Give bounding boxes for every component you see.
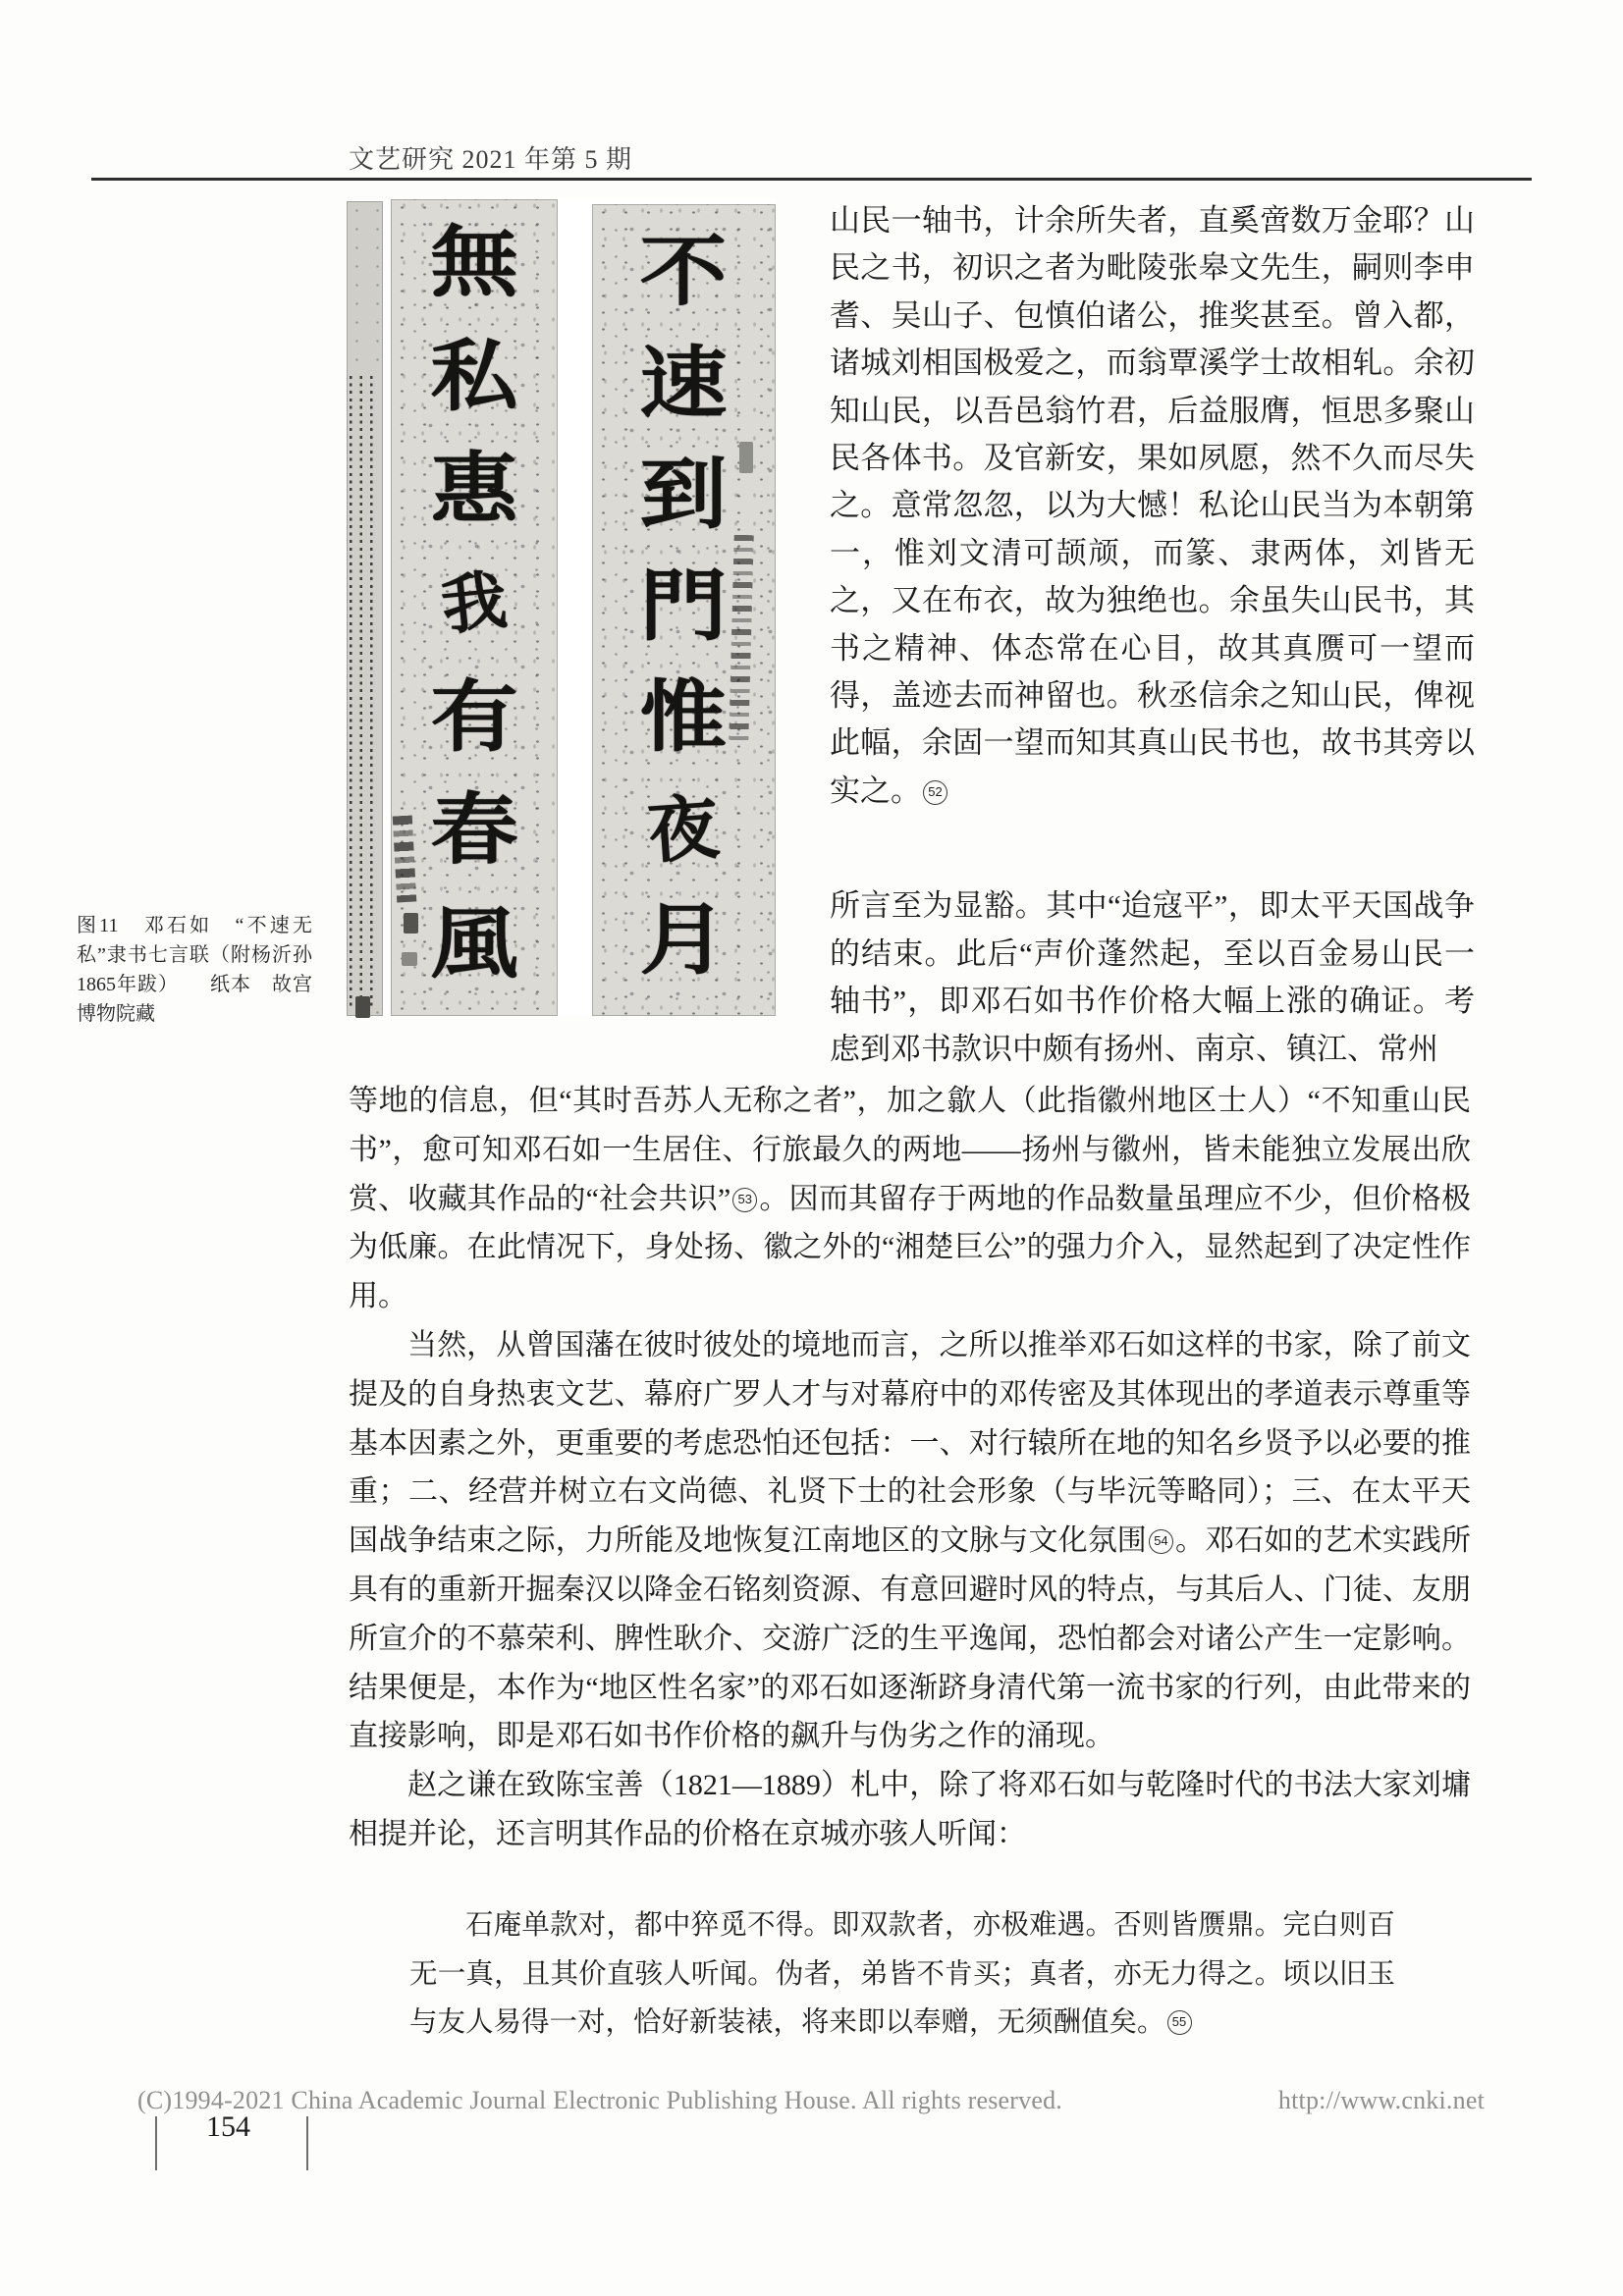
calligraphy-character: 惠 bbox=[430, 448, 518, 534]
main-text-block bbox=[349, 1077, 1471, 1859]
figure-11-calligraphy bbox=[347, 199, 776, 1016]
journal-header-title: 文艺研究 2021 年第 5 期 bbox=[349, 145, 633, 174]
paragraph-analysis-start: 所言至为显豁。其中“迨寇平”，即太平天国战争的结束。此后“声价蓬然起，至以百金易山民一轴书”，即邓石如书作价格大幅上涨的确证。考虑到邓书款识中颇有扬州、南京、镇江、常州 bbox=[830, 888, 1475, 1066]
paragraph-zeng-guofan: 当然，从曾国藩在彼时彼处的境地而言，之所以推举邓石如这样的书家，除了前文提及的自身热衷文艺、幕府广罗人才与对幕府中的邓传密及其体现出的孝道表示尊重等基本因素之外，更重要的考虑恐怕还包括：一、对行辕所在地的知名乡贤予以必要的推重；二、经营并树立右文尚德、礼贤下士的社会形象（与毕沅等略同）；三、在太平天国战争结束之际，力所能及地恢复江南地区的文脉与文化氛围 54 。邓石如的艺术实践所具有的重新开掘秦汉以降金石铭刻资源、有意回避时风的特点，与其后人、门徒、友朋所宣介的不慕荣利、脾性耿介、交游广泛的生平逸闻，恐怕都会对诸公产生一定影响。结果便是，本作为“地区性名家”的邓石如逐渐跻身清代第一流书家的行列，由此带来的直接影响，即是邓石如书作价格的飙升与伪劣之作的涌现。 bbox=[349, 1328, 1472, 1753]
collector-seal bbox=[739, 442, 753, 473]
calligraphy-character: 不 bbox=[639, 229, 729, 316]
colophon-strip bbox=[347, 201, 383, 1016]
calligraphy-character: 到 bbox=[639, 452, 729, 539]
page-number-tick-right bbox=[306, 2116, 308, 2170]
letter-quotation-block: 石庵单款对，都中猝觅不得。即双款者，亦极难遇。否则皆赝鼎。完白则百无一真，且其价直骇人听闻。伪者，弟皆不肯买；真者，亦无力得之。顷以旧玉与友人易得一对，恰好新装裱，将来即以奉赠，无须酬值矣。 55 bbox=[409, 1910, 1395, 2038]
footnote-marker: 54 bbox=[1149, 1529, 1173, 1554]
artist-seal-1 bbox=[404, 913, 418, 934]
paragraph-analysis-continuation: 等地的信息，但“其时吾苏人无称之者”，加之歙人（此指徽州地区士人）“不知重山民书”，愈可知邓石如一生居住、行旅最久的两地——扬州与徽州，皆未能独立发展出欣赏、收藏其作品的“社会共识” 53 。因而其留存于两地的作品数量虽理应不少，但价格极为低廉。在此情况下，身处扬、徽之外的“湘楚巨公”的强力介入，显然起到了决定性作用。 bbox=[349, 1085, 1471, 1313]
calligraphy-character: 有 bbox=[430, 674, 518, 761]
figure-caption: 图11 邓石如 “不速无私”隶书七言联（附杨沂孙1865年跋） 纸本 故宫博物院藏 bbox=[77, 915, 312, 1025]
long-quotation-colophon: 山民一轴书，计余所失者，直奚啻数万金耶？山民之书，初识之者为毗陵张皋文先生，嗣则李申耆、吴山子、包慎伯诸公，推奖甚至。曾入都，诸城刘相国极爱之，而翁覃溪学士故相轧。余初知山民，以吾邑翁竹君，后益服膺，恒思多聚山民各体书。及官新安，果如夙愿，然不久而尽失之。意常忽忽，以为大憾！私论山民当为本朝第一，惟刘文清可颉颃，而篆、隶两体，刘皆无之，又在布衣，故为独绝也。余虽失山民书，其书之精神、体态常在心目，故其真赝可一望而得，盖迹去而神留也。秋丞信余之知山民，俾视此幅，余固一望而知其真山民书也，故书其旁以实之。 52 bbox=[830, 203, 1475, 808]
page-number: 154 bbox=[206, 2110, 250, 2143]
calligraphy-character: 夜 bbox=[645, 788, 723, 872]
paragraph-zhao-zhiqian: 赵之谦在致陈宝善（1821—1889）札中，除了将邓石如与乾隆时代的书法大家刘墉相提并论，还言明其作品的价格在京城亦骇人听闻： bbox=[349, 1769, 1471, 1850]
right-text-column bbox=[830, 197, 1475, 1073]
calligraphy-character: 速 bbox=[639, 341, 729, 427]
footnote-marker: 55 bbox=[1167, 2010, 1192, 2035]
footer-copyright: (C)1994-2021 China Academic Journal Electronic Publishing House. All rights reserved. bbox=[137, 2086, 1062, 2114]
calligraphy-character: 門 bbox=[639, 563, 729, 650]
page-number-tick-left bbox=[155, 2116, 157, 2170]
footer-url: http://www.cnki.net bbox=[1277, 2086, 1485, 2114]
calligraphy-character: 私 bbox=[430, 334, 518, 420]
calligraphy-character: 風 bbox=[430, 901, 518, 988]
header-rule bbox=[91, 178, 1532, 181]
calligraphy-character: 月 bbox=[639, 897, 729, 985]
footer-line bbox=[137, 2086, 1485, 2115]
calligraphy-character: 我 bbox=[438, 564, 511, 644]
footnote-marker: 53 bbox=[732, 1188, 757, 1212]
footnote-marker: 52 bbox=[923, 780, 947, 805]
colophon-tiny-text bbox=[350, 376, 380, 1008]
artist-seal-2 bbox=[402, 952, 417, 966]
calligraphy-character: 惟 bbox=[639, 674, 729, 762]
colophon-seal bbox=[355, 996, 370, 1018]
calligraphy-character: 春 bbox=[430, 788, 518, 875]
calligraphy-character: 無 bbox=[430, 220, 518, 307]
